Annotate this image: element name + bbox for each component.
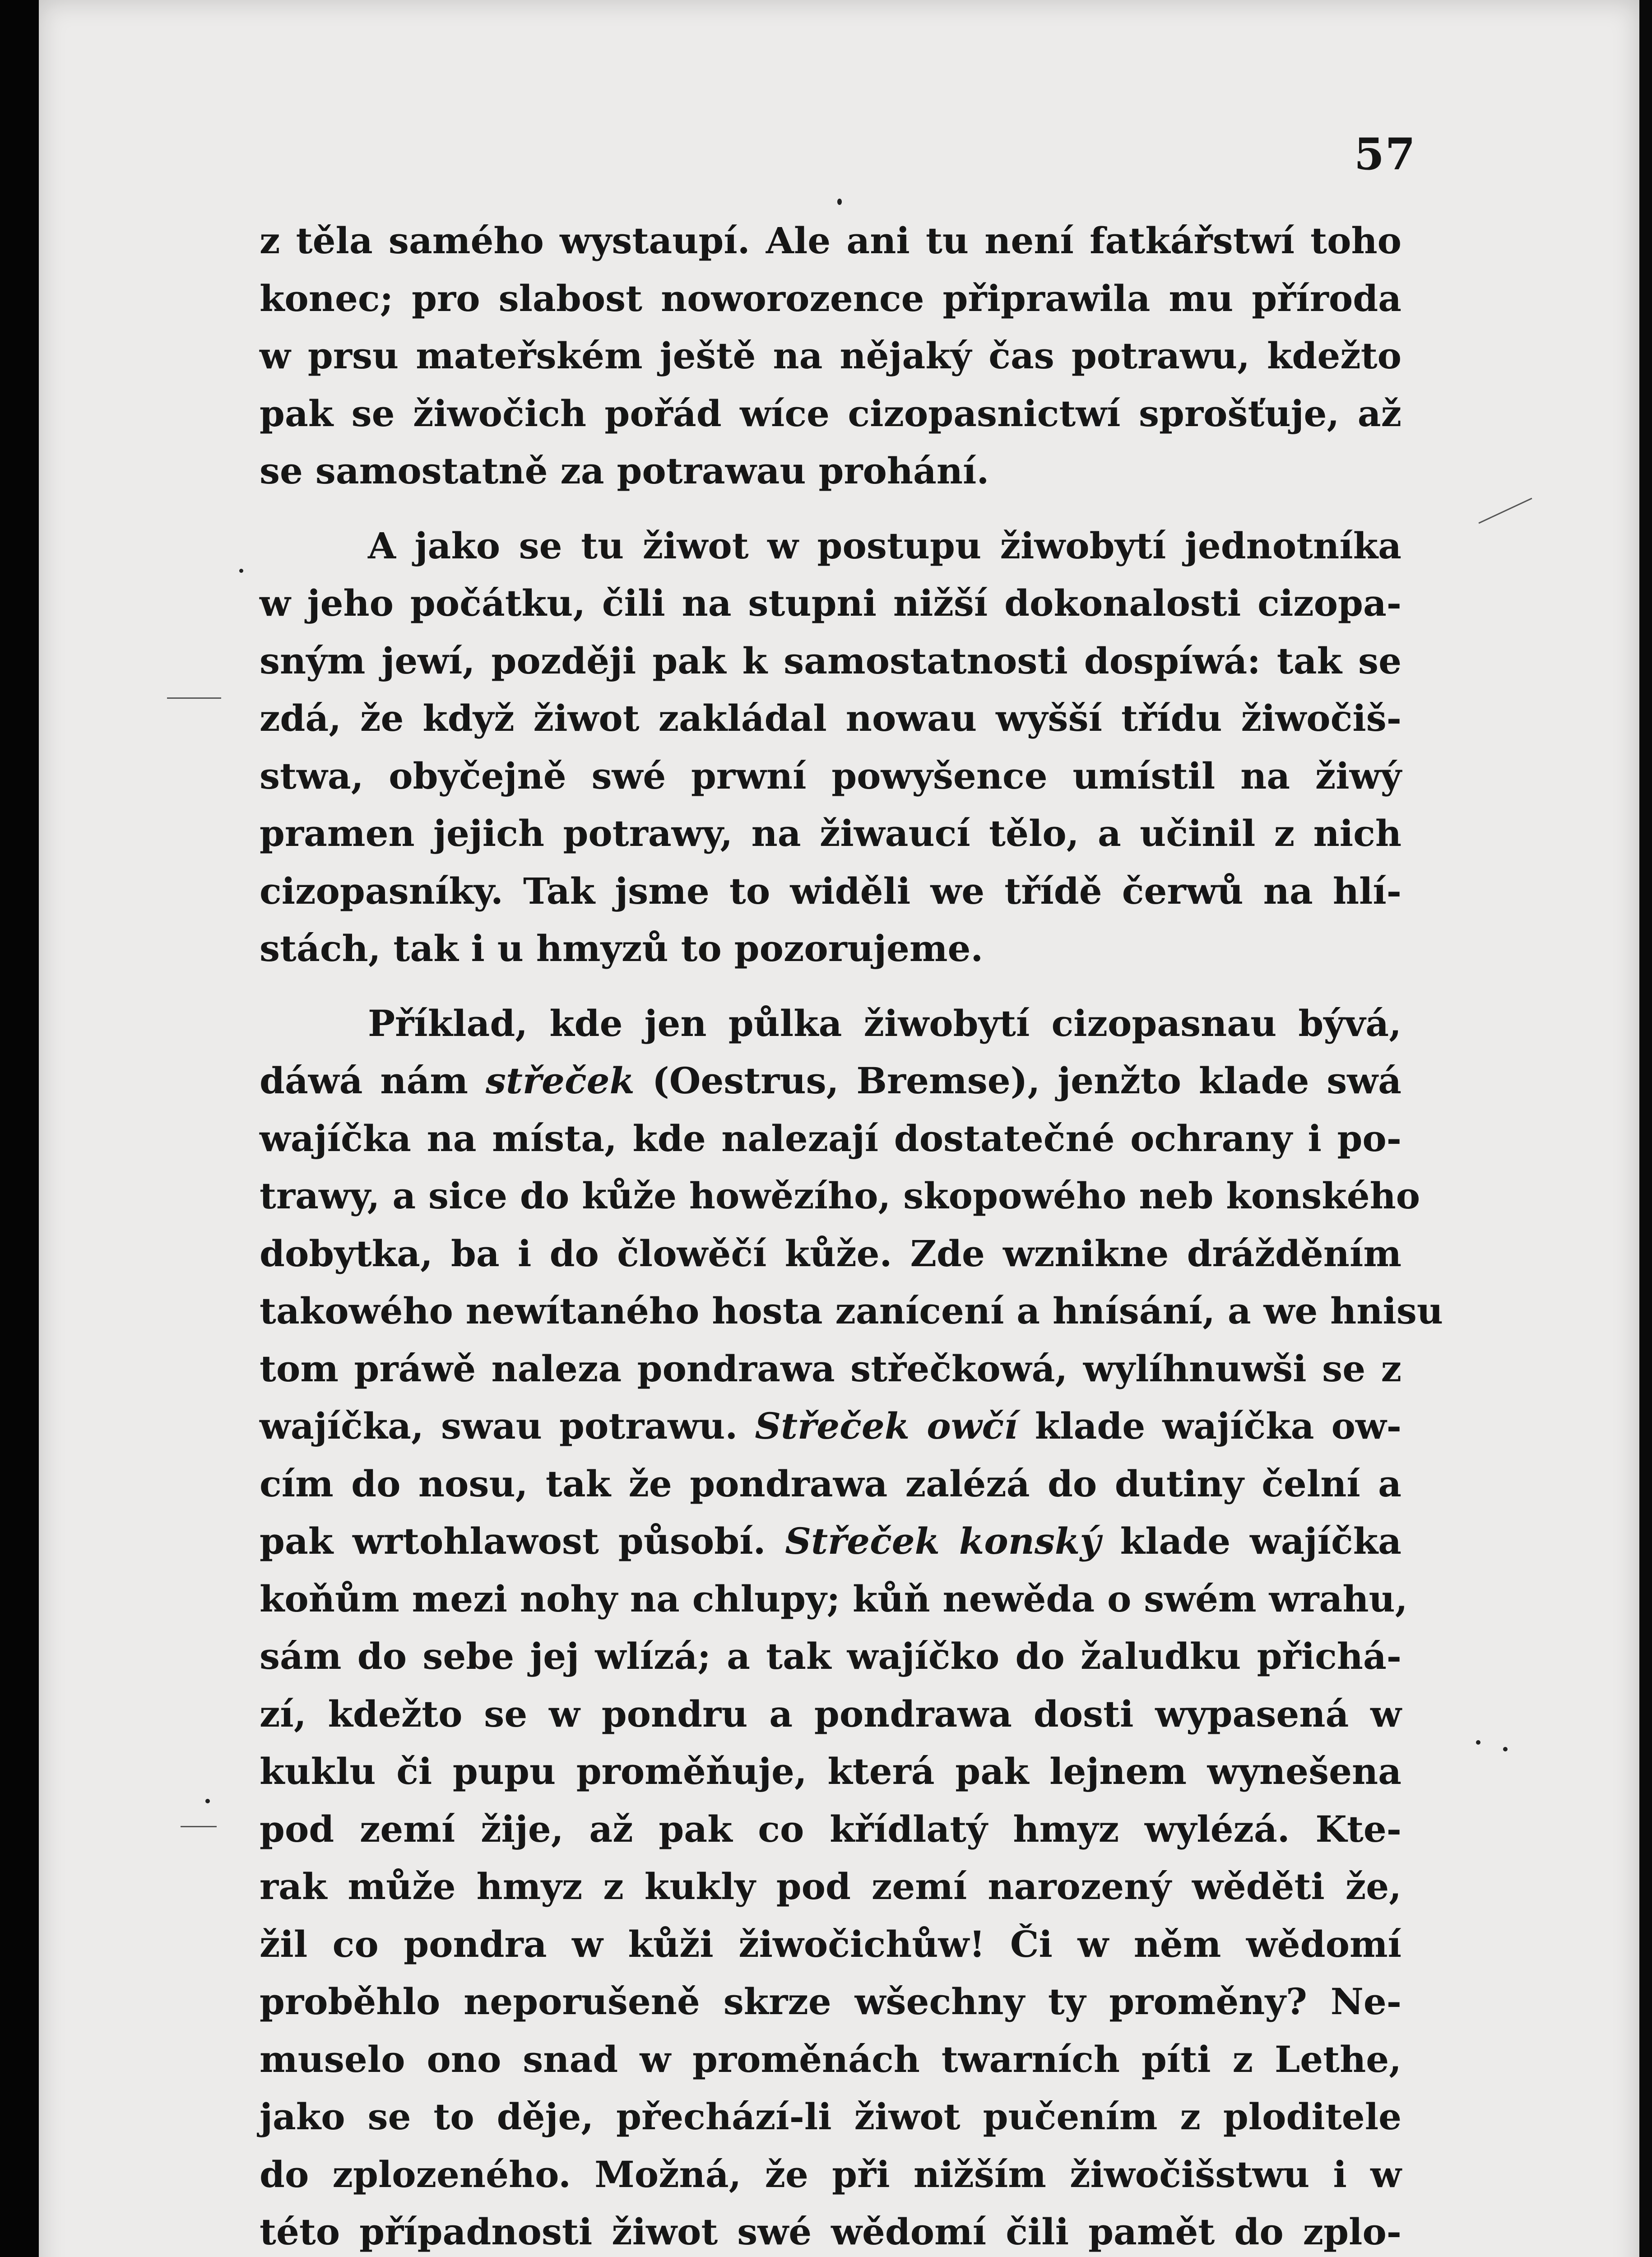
text-line: dáwá nám střeček (Oestrus, Bremse), jenžto klade swá xyxy=(260,1059,1402,1102)
text-line: Příklad, kde jen půlka žiwobytí cizopasnau bývá, xyxy=(368,1002,1401,1045)
text-line: tom práwě naleza pondrawa střečkowá, wylíhnuwši se z xyxy=(260,1347,1401,1390)
scan-scratch xyxy=(167,697,221,699)
text-line: se samostatně za potrawau prohání. xyxy=(260,450,989,492)
text-line: rak může hmyz z kukly pod zemí narozený wěděti že, xyxy=(260,1865,1401,1908)
scan-edge xyxy=(1639,0,1652,2257)
text-line: kuklu či pupu proměňuje, která pak lejnem wynešena xyxy=(260,1750,1401,1793)
text-line: trawy, a sice do kůže howězího, skopowého neb konského xyxy=(260,1175,1420,1217)
text-line: zí, kdežto se w pondru a pondrawa dosti wypasená w xyxy=(260,1692,1401,1735)
text-line: sným jewí, později pak k samostatnosti dospíwá: tak se xyxy=(260,639,1401,682)
text-line: jako se to děje, přechází-li žiwot pučením z ploditele xyxy=(260,2095,1401,2138)
text-line: cím do nosu, tak že pondrawa zalézá do dutiny čelní a xyxy=(260,1462,1401,1505)
text-line: muselo ono snad w proměnách twarních píti z Lethe, xyxy=(260,2038,1401,2081)
scan-scratch xyxy=(181,1826,217,1827)
page-number: 57 xyxy=(1354,129,1416,180)
text-line: do zplozeného. Možná, že při nižším žiwočišstwu i w xyxy=(260,2153,1401,2196)
paragraph-3 xyxy=(260,995,1443,2257)
text-line: pod zemí žije, až pak co křídlatý hmyz wylézá. Kte- xyxy=(260,1807,1401,1850)
text-line: stách, tak i u hmyzů to pozorujeme. xyxy=(260,927,984,970)
text-line: koňům mezi nohy na chlupy; kůň newěda o swém wrahu, xyxy=(260,1577,1408,1620)
body-text xyxy=(260,212,1443,2257)
text-line: cizopasníky. Tak jsme to widěli we třídě čerwů na hlí- xyxy=(260,869,1401,912)
paragraph-2 xyxy=(260,517,1401,978)
text-line: z těla samého wystaupí. Ale ani tu není fatkářstwí toho xyxy=(260,219,1401,262)
dust-speck xyxy=(1503,1747,1508,1751)
text-line: této případnosti žiwot swé wědomí čili pamět do zplo- xyxy=(260,2211,1401,2253)
text-line: w prsu mateřském ještě na nějaký čas potrawu, kdežto xyxy=(260,334,1401,377)
text-line: sám do sebe jej wlízá; a tak wajíčko do žaludku přichá- xyxy=(260,1635,1401,1677)
text-line: pak se žiwočich pořád wíce cizopasnictwí sprošťuje, až xyxy=(260,392,1401,435)
dust-speck xyxy=(205,1799,210,1803)
text-line: stwa, obyčejně swé prwní powyšence umístil na žiwý xyxy=(260,754,1401,797)
text-line: A jako se tu žiwot w postupu žiwobytí jednotníka xyxy=(368,524,1401,567)
text-line: proběhlo neporušeně skrze wšechny ty proměny? Ne- xyxy=(260,1980,1401,2023)
dust-speck xyxy=(1476,1740,1480,1745)
text-line: pramen jejich potrawy, na žiwaucí tělo, a učinil z nich xyxy=(260,812,1401,855)
text-line: w jeho počátku, čili na stupni nižší dokonalosti cizopa- xyxy=(260,582,1401,624)
dust-speck xyxy=(837,199,842,205)
text-line: žil co pondra w kůži žiwočichůw! Či w něm wědomí xyxy=(260,1923,1401,1965)
text-line: takowého newítaného hosta zanícení a hnísání, a we hnisu xyxy=(260,1290,1443,1332)
text-line: konec; pro slabost noworozence připrawila mu příroda xyxy=(260,277,1401,320)
paragraph-1 xyxy=(260,212,1401,500)
text-line: zdá, že když žiwot zakládal nowau wyšší třídu žiwočiš- xyxy=(260,697,1401,739)
dust-speck xyxy=(239,569,243,573)
text-line: wajíčka na místa, kde nalezají dostatečné ochrany i po- xyxy=(260,1117,1401,1160)
text-line: pak wrtohlawost působí. Střeček konský klade wajíčka xyxy=(260,1520,1401,1562)
text-line: wajíčka, swau potrawu. Střeček owčí klade wajíčka ow- xyxy=(260,1405,1401,1447)
text-line: dobytka, ba i do člowěčí kůže. Zde wznikne drážděním xyxy=(260,1232,1401,1275)
